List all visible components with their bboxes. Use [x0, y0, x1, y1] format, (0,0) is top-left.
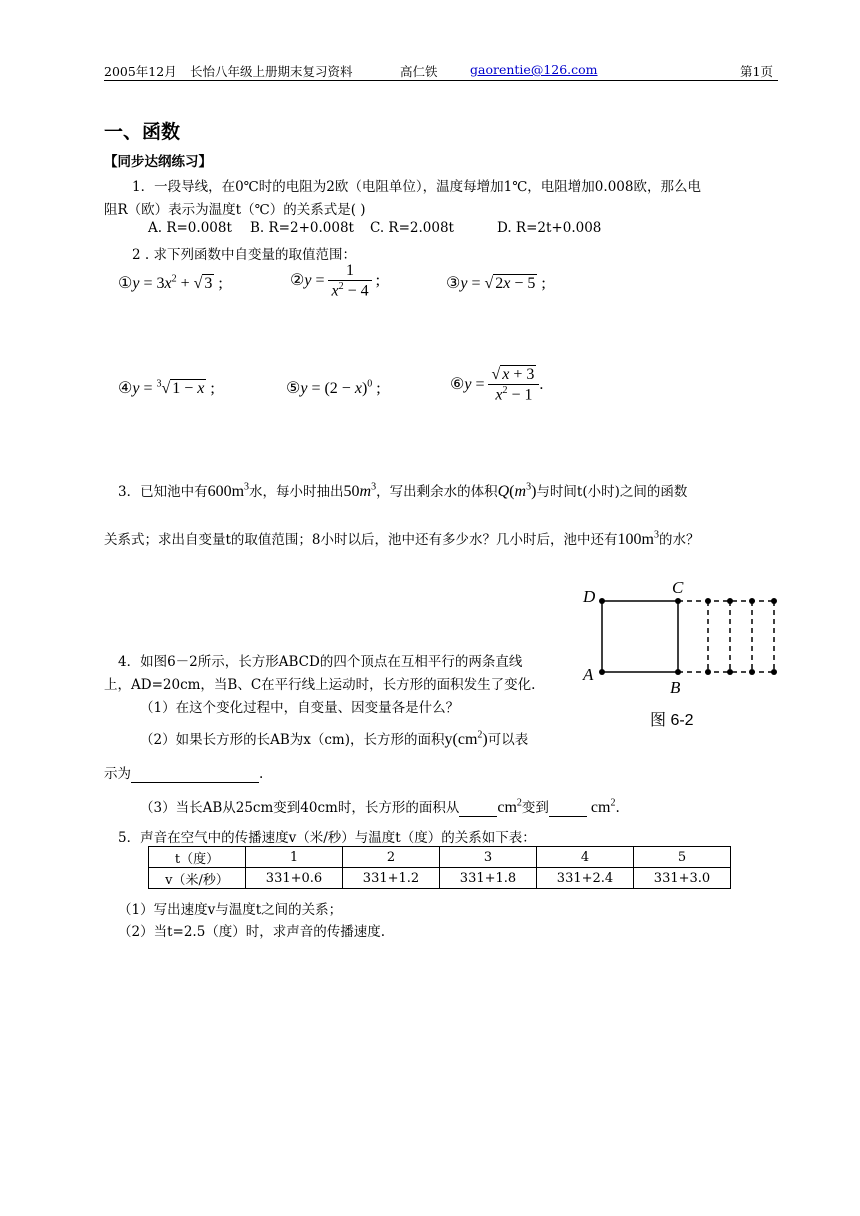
q3-text-5: 关系式；求出自变量t的取值范围；8小时以后，池中还有多少水？几小时后，池中还有 [104, 532, 618, 548]
fig-point-d [599, 598, 605, 604]
q4-sub3-middle: 变到 [521, 800, 549, 816]
q2-number-4: ④ [118, 380, 133, 397]
q3-volume-600: $600m^3$ [207, 481, 250, 500]
fig-point-c [675, 598, 681, 604]
fig-dot [771, 669, 777, 675]
table-row [149, 847, 731, 868]
q3-text-3: ，写出剩余水的体积 [376, 484, 498, 500]
q2-number-5: ⑤ [286, 380, 301, 397]
q2-formula-4: ④y = $^3$√ 1 − x ; [118, 378, 215, 397]
q2-number-6: ⑥ [450, 375, 465, 393]
q3-text-6: 的水？ [658, 532, 700, 548]
q4-sub2-text: （2）如果长方形的长AB为x（cm)，长方形的面积 [140, 732, 445, 748]
answer-blank[interactable] [131, 766, 259, 783]
fig-label-c: C [672, 578, 684, 597]
unit-cm2: $cm^2$ [586, 797, 616, 816]
subsection-title: 【同步达纲练习】 [104, 154, 212, 170]
fig-dot [727, 598, 733, 604]
q3-text-4: 与时间t(小时)之间的函数 [536, 484, 688, 500]
header-rule [104, 80, 778, 81]
q3-text-1: 3．已知池中有 [118, 484, 208, 500]
fig-label-a: A [583, 665, 594, 684]
q4-line1: 4．如图6－2所示，长方形ABCD的四个顶点在互相平行的两条直线 [118, 654, 523, 670]
q1-line1: 1．一段导线，在0℃时的电阻为2欧（电阻单位），温度每增加1℃，电阻增加0.008欧，那么电 [132, 179, 701, 195]
table-cell: 331+2.4 [537, 868, 634, 889]
q4-sub2-prefix: 示为 [104, 766, 131, 782]
fig-dot [749, 669, 755, 675]
fig-dot [727, 669, 733, 675]
q1-option-c: C. R=2.008t [370, 220, 454, 236]
fig-label-b: B [670, 678, 681, 697]
header-author: 高仁铁 [400, 64, 438, 79]
table-cell: 331+1.2 [343, 868, 440, 889]
email-link[interactable]: gaorentie@126.com [470, 62, 598, 77]
fig-dot [771, 598, 777, 604]
fig-label-d: D [583, 587, 596, 606]
q2-formula-1: ①y = $3x^2$ + √ 3 ; [118, 273, 223, 292]
answer-blank-from[interactable] [459, 800, 497, 817]
fig-point-a [599, 669, 605, 675]
q1-line2: 阻R（欧）表示为温度t（℃）的关系式是( ) [104, 202, 366, 218]
q2-stem: 2 . 求下列函数中自变量的取值范围： [132, 247, 356, 263]
q5-sub2: （2）当t=2.5（度）时，求声音的传播速度. [118, 924, 386, 940]
figure-caption: 图 6-2 [650, 712, 694, 729]
table-cell: 2 [343, 847, 440, 868]
q2-formula-5: ⑤y = $(2 - x)^0$ ; [286, 378, 381, 397]
table-cell: 331+3.0 [634, 868, 731, 889]
table-cell: 3 [440, 847, 537, 868]
q4-sub2-line1 [140, 728, 528, 749]
q2-formula-3: ③y = √ 2x − 5 ; [446, 275, 546, 292]
q4-sub2-text-end: 可以表 [487, 732, 529, 748]
header-email[interactable] [470, 62, 598, 77]
table-cell: 1 [246, 847, 343, 868]
section-title: 一、函数 [104, 121, 181, 143]
header-date: 2005年12月 [104, 64, 177, 79]
figure-6-2 [578, 576, 778, 736]
table-cell: 4 [537, 847, 634, 868]
q2-number-3: ③ [446, 275, 461, 292]
q2-number-1: ① [118, 275, 133, 292]
table-cell: t（度） [149, 847, 246, 868]
answer-blank-to[interactable] [549, 800, 587, 817]
q4-sub3: （3）当长AB从25cm变到40cm时，长方形的面积从 $cm^2$变到 $cm^2$. [140, 797, 620, 816]
q3-volume-100: $100m^3$ [617, 529, 659, 548]
q1-option-a: A. R=0.008t [148, 220, 232, 236]
q4-line2: 上，AD=20cm，当B、C在平行线上运动时，长方形的面积发生了变化. [104, 677, 536, 693]
fig-point-b [675, 669, 681, 675]
q4-area-symbol: $y(cm^2)$ [444, 729, 488, 748]
table-row [149, 868, 731, 889]
q4-sub1: （1）在这个变化过程中，自变量、因变量各是什么？ [140, 700, 460, 716]
table-cell: 5 [634, 847, 731, 868]
q2-formula-6: ⑥y = $\frac{√ x + 3}{x^2 - 1}$ . [450, 366, 544, 404]
q2-formula-2: ②y = $\frac{1}{x^2 - 4}$ ; [290, 262, 381, 300]
q3-text-2: 水，每小时抽出 [249, 484, 344, 500]
unit-cm2: $cm^2$ [497, 797, 522, 816]
q4-sub3-text: （3）当长AB从25cm变到40cm时，长方形的面积从 [140, 800, 460, 816]
q3-q-symbol: $Q(m^3)$ [497, 481, 537, 500]
table-cell: v（米/秒） [149, 868, 246, 889]
q3-line1 [118, 480, 687, 501]
q2-number-2: ② [290, 271, 305, 289]
table-cell: 331+0.6 [246, 868, 343, 889]
q1-option-d: D. R=2t+0.008 [497, 220, 602, 236]
speed-temperature-table [148, 846, 731, 889]
header-doc-title: 长怡八年级上册期末复习资料 [190, 64, 353, 79]
fig-dot [705, 598, 711, 604]
q1-option-b: B. R=2+0.008t [250, 220, 354, 236]
header-page-number: 第1页 [740, 64, 773, 79]
table-cell: 331+1.8 [440, 868, 537, 889]
q4-sub2-line2: 示为 . [104, 766, 264, 782]
fig-dot [749, 598, 755, 604]
q5-stem: 5．声音在空气中的传播速度v（米/秒）与温度t（度）的关系如下表： [118, 830, 536, 846]
q3-rate-50: $50m^3$ [343, 481, 377, 500]
fig-dot [705, 669, 711, 675]
q5-sub1: （1）写出速度v与温度t之间的关系； [118, 902, 343, 918]
q3-line2 [104, 528, 699, 549]
